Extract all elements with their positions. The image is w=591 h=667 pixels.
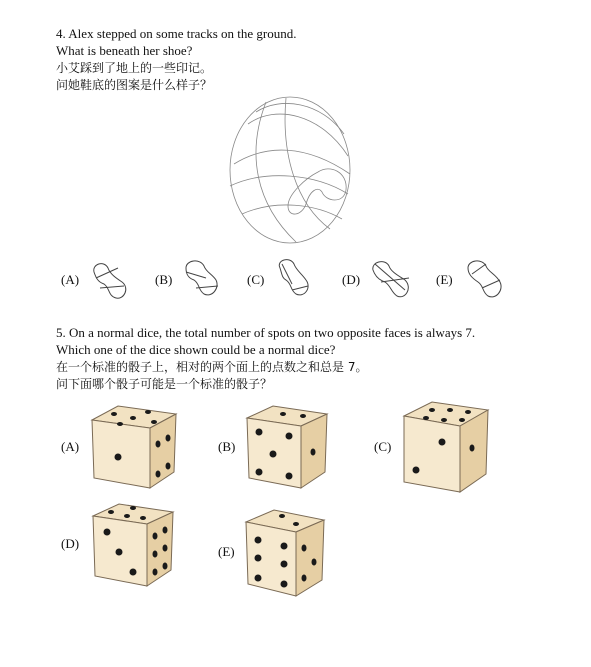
q4-line-1: [56, 26, 296, 42]
q5-line-3: 在一个标准的骰子上，相对的两个面上的点数之和总是 7。: [56, 360, 368, 374]
q4-question-en: Alex stepped on some tracks on the ground.: [68, 26, 297, 41]
q5-option-a-label: (A): [61, 439, 80, 454]
q4-option-d-label: (D): [342, 272, 361, 287]
q5-option-d-label: (D): [61, 536, 80, 551]
q5-line-2: Which one of the dice shown could be a normal dice?: [56, 342, 336, 357]
q5-option-c-label: (C): [374, 439, 392, 454]
shoe-print-b-icon[interactable]: [180, 258, 222, 300]
shoe-print-a-icon[interactable]: [88, 260, 128, 300]
dice-b[interactable]: [243, 402, 329, 490]
q4-option-a-label: (A): [61, 272, 80, 287]
shoe-print-d-icon[interactable]: [369, 258, 413, 300]
q4-option-c-label: (C): [247, 272, 265, 287]
q4-line-3: 小艾踩到了地上的一些印记。: [56, 61, 213, 75]
q4-option-b-label: (B): [155, 272, 173, 287]
dice-a[interactable]: [88, 402, 178, 490]
shoe-print-e-icon[interactable]: [462, 258, 506, 300]
q5-option-e-label: (E): [218, 544, 235, 559]
q5-option-b-label: (B): [218, 439, 236, 454]
q5-line-4: 问下面哪个骰子可能是一个标准的骰子？: [56, 377, 273, 391]
q4-line-2: What is beneath her shoe?: [56, 43, 193, 58]
dice-e[interactable]: [242, 506, 326, 598]
q5-number: 5.: [56, 325, 66, 340]
q4-number: 4.: [56, 26, 66, 41]
shoe-print-c-icon[interactable]: [272, 256, 314, 298]
q5-question-en: On a normal dice, the total number of spots on two opposite faces is always 7.: [69, 325, 476, 340]
q4-option-e-label: (E): [436, 272, 453, 287]
dice-c[interactable]: [398, 398, 490, 494]
track-illustration: [226, 94, 356, 246]
q4-line-4: 问她鞋底的图案是什么样子？: [56, 78, 213, 92]
dice-d[interactable]: [89, 500, 175, 588]
q5-line-1: [56, 325, 475, 341]
